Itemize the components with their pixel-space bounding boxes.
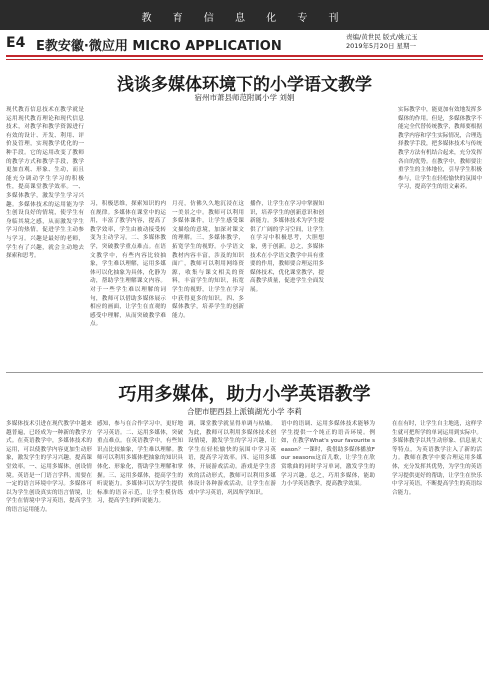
section-title: E教安徽·微应用 MICRO APPLICATION	[36, 39, 282, 54]
article-divider	[6, 372, 483, 373]
article1-col1: 现代教育信息技术在教学就是运用现代教育理论和现代信息技术，对教学和教学资源进行有效的设计、开发、利用、评价及管理，实现教学优化的一种手段。它的运用改变了教师的教学方式和教学手段，教学更加直观、形象、生动，而且能充分调动学生学习的积极性，提高课堂教学效率。一、多媒体教学，激发学生学习兴趣。多媒体技术的运用能为学生创设良好的情境，使学生有身临其境之感，从而激发学生学习的热情，促进学生主动参与学习。兴趣是最好的老师，学生有了兴趣，就会主动地去探索和思考。	[6, 107, 84, 260]
article1-title: 浅谈多媒体环境下的小学语文教学	[117, 75, 372, 95]
article1-col4: 播作，让学生在学习中掌握知识，培养学生的创新意识和创新能力。多媒体技术为学生提供了广阔的学习空间，让学生在学习中积极思考，大胆想象，勇于创新。总之，多媒体技术在小学语文教学中具有重要的作用，教师要合理运用多媒体技术，优化课堂教学，提高教学质量，促进学生全面发展。	[250, 201, 324, 293]
article1-col2: 习，积极思维，探索知识的内在规律。多媒体在课堂中的运用，丰富了教学内容，提高了教学效率，学生由被动接受转变为主动学习。二、多媒体教学，突破教学重点难点。在语文教学中，有些内容比较抽象，学生难以理解，运用多媒体可以化抽象为具体，化静为动，帮助学生理解课文内容。对于一些学生难以理解的词句，教师可以借助多媒体展示相应的画面，让学生在直观的感受中理解，从而突破教学难点。	[90, 201, 166, 328]
editor-info	[346, 33, 486, 51]
article2-col3: 调，课堂教学就显得单调与枯燥。为此，教师可以利用多媒体技术创设情境，激发学生的学习兴趣，让学生在轻松愉快的氛围中学习英语，提高学习效率。四、运用多媒体，开展游戏活动。游戏是学生喜欢的活动形式，教师可以利用多媒体设计各种游戏活动，让学生在游戏中学习英语，巩固所学知识。	[188, 421, 276, 496]
article1-col5: 实际教学中，能更加有效地发挥多媒体的作用。但是，多媒体教学不能完全代替传统教学，教师要根据教学内容和学生实际情况，合理选择教学手段，把多媒体技术与传统教学方法有机结合起来，充分发挥各自的优势。在教学中，教师要注重学生的主体地位，引导学生积极参与，让学生在轻松愉快的氛围中学习，提高学生的语文素养。	[398, 107, 482, 191]
header-rule-thin	[6, 59, 483, 60]
header-rule	[6, 55, 483, 57]
page-header	[0, 30, 489, 58]
article1-col3: 月亮，仿佛久久地沉浸在这一美景之中。教师可以利用多媒体课件，让学生感受课文描绘的意境，加深对课文的理解。三、多媒体教学，拓宽学生的视野。小学语文教材内容丰富，涉及的知识面广，教师可以利用网络资源，收集与课文相关的资料，丰富学生的知识，拓宽学生的视野，让学生在学习中获得更多的知识。四、多媒体教学，培养学生的创新能力。	[172, 201, 244, 319]
header-motto: 教 育 信 息 化 专 刊	[141, 13, 348, 24]
top-banner	[0, 0, 489, 30]
article2-col5: 在在有时，让学生自主地选，这样学生就可把所学的单词运用到实际中。多媒体教学以其生动形象、信息量大等特点，为英语教学注入了新的活力。教师在教学中要合理运用多媒体，充分发挥其优势，为学生的英语学习提供更好的帮助，让学生在快乐中学习英语，不断提高学生的英语综合能力。	[392, 421, 482, 496]
article1-byline: 宿州市萧县师范附属小学 刘娟	[194, 93, 295, 102]
article2-col4: 语中的语调、运用多媒体技术能够为学生提供一个纯正的语音环境。例如，在教学What's your favourite season？一课时，我借助多媒体播放Four seasons这首儿歌，让学生在欣赏歌曲的同时学习单词，激发学生的学习兴趣。总之，巧用多媒体，能助力小学英语教学，提高教学效果。	[281, 421, 375, 488]
article2-title: 巧用多媒体，助力小学英语教学	[118, 384, 371, 405]
article2-col1: 多媒体技术引进在现代教学中越来越普遍，已经成为一种新的教学方式。在英语教学中，多媒体技术的运用，可以使教学内容更加生动形象，激发学生的学习兴趣，提高课堂效率。一、运用多媒体，创设情境。英语是一门语言学科，需要在一定的语言环境中学习。多媒体可以为学生创设真实的语言情境，让学生在情境中学习英语，提高学生的语言运用能力。	[6, 421, 92, 513]
article2-byline: 合肥市肥西县上派镇湖光小学 李莉	[187, 407, 302, 416]
article2-col2: 感知，参与在合作学习中，更好地学习英语。二、运用多媒体，突破重点难点。在英语教学中，有些知识点比较抽象，学生难以理解。教师可以利用多媒体把抽象的知识具体化、形象化，帮助学生理解和掌握。三、运用多媒体，提高学生的听说能力。多媒体可以为学生提供标准的语音示范，让学生模仿练习，提高学生的听说能力。	[97, 421, 183, 505]
editor-line-1: 责编/黄世民 版式/姚元玉	[346, 33, 418, 41]
page-number: E4	[6, 35, 26, 51]
editor-line-2: 2019年5月20日 星期一	[346, 42, 417, 50]
